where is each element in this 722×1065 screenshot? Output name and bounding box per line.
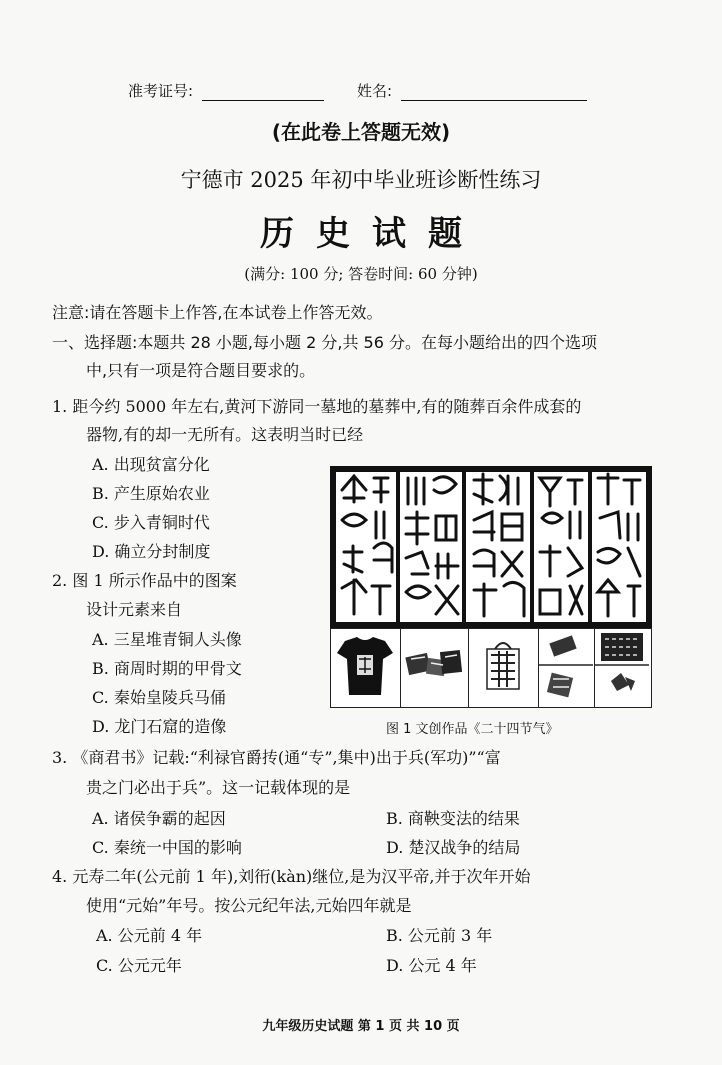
q1-option-b[interactable]: B. 产生原始农业: [92, 484, 210, 503]
q2-stem-cont: 设计元素来自: [86, 600, 183, 619]
gift-box-photo: [401, 629, 469, 707]
bag-photo: [469, 629, 539, 707]
stationery-icon: [539, 629, 593, 706]
q4-option-d[interactable]: D. 公元 4 年: [386, 956, 477, 975]
q1-option-c[interactable]: C. 步入青铜时代: [92, 513, 210, 532]
q2-option-b[interactable]: B. 商周时期的甲骨文: [92, 659, 242, 678]
q1-stem: 1. 距今约 5000 年左右,黄河下游同一墓地的墓葬中,有的随葬百余件成套的: [52, 397, 582, 416]
q3-stem-cont: 贵之门必出于兵”。这一记载体现的是: [86, 778, 351, 797]
oracle-glyphs-illustration: [332, 468, 650, 626]
q1-option-a[interactable]: A. 出现贫富分化: [92, 455, 210, 474]
q4-stem: 4. 元寿二年(公元前 1 年),刘衎(kàn)继位,是为汉平帝,并于次年开始: [52, 867, 531, 886]
exam-name: 宁德市 2025 年初中毕业班诊断性练习: [180, 168, 542, 192]
q3-option-b[interactable]: B. 商鞅变法的结果: [386, 809, 520, 828]
figure1-product-photos: [330, 628, 652, 708]
q1-stem-cont: 器物,有的却一无所有。这表明当时已经: [86, 425, 364, 444]
tshirt-icon: [331, 629, 399, 706]
exam-id-label: 准考证号:: [128, 82, 194, 100]
page-footer: 九年级历史试题 第 1 页 共 10 页: [262, 1019, 460, 1034]
q3-option-c[interactable]: C. 秦统一中国的影响: [92, 838, 242, 857]
tshirt-photo: [331, 629, 401, 707]
q1-option-d[interactable]: D. 确立分封制度: [92, 542, 211, 561]
section1-instructions: 一、选择题:本题共 28 小题,每小题 2 分,共 56 分。在每小题给出的四个选项: [52, 333, 597, 352]
bag-icon: [469, 629, 537, 706]
section1-instructions-cont: 中,只有一项是符合题目要求的。: [86, 361, 316, 380]
q4-stem-cont: 使用“元始”年号。按公元纪年法,元始四年就是: [86, 896, 412, 915]
score-time: (满分: 100 分; 答卷时间: 60 分钟): [244, 265, 478, 283]
name-row: [357, 80, 587, 101]
gift-box-icon: [401, 629, 467, 706]
q3-option-d[interactable]: D. 楚汉战争的结局: [386, 838, 521, 857]
name-label: 姓名:: [357, 82, 393, 100]
exam-id-row: [128, 80, 324, 101]
invalid-notice: (在此卷上答题无效): [271, 120, 451, 144]
q2-option-d[interactable]: D. 龙门石窟的造像: [92, 717, 227, 736]
q2-option-a[interactable]: A. 三星堆青铜人头像: [92, 630, 242, 649]
q3-option-a[interactable]: A. 诸侯争霸的起因: [92, 809, 226, 828]
attention-note: 注意:请在答题卡上作答,在本试卷上作答无效。: [52, 303, 383, 322]
cards-photo: [595, 629, 650, 707]
figure1-glyph-pattern: [330, 466, 652, 628]
q2-option-c[interactable]: C. 秦始皇陵兵马俑: [92, 688, 226, 707]
q3-stem: 3. 《商君书》记载:“利禄官爵抟(通“专”,集中)出于兵(军功)”“富: [52, 748, 501, 767]
stationery-photo: [539, 629, 595, 707]
name-line[interactable]: [401, 100, 587, 101]
subject-title: 历史试题: [260, 214, 484, 254]
q2-stem: 2. 图 1 所示作品中的图案: [52, 571, 237, 590]
q4-option-c[interactable]: C. 公元元年: [96, 956, 182, 975]
cards-icon: [595, 629, 649, 706]
exam-id-line[interactable]: [202, 100, 324, 101]
q4-option-b[interactable]: B. 公元前 3 年: [386, 926, 493, 945]
q4-option-a[interactable]: A. 公元前 4 年: [96, 926, 203, 945]
figure1-caption: 图 1 文创作品《二十四节气》: [386, 722, 559, 737]
